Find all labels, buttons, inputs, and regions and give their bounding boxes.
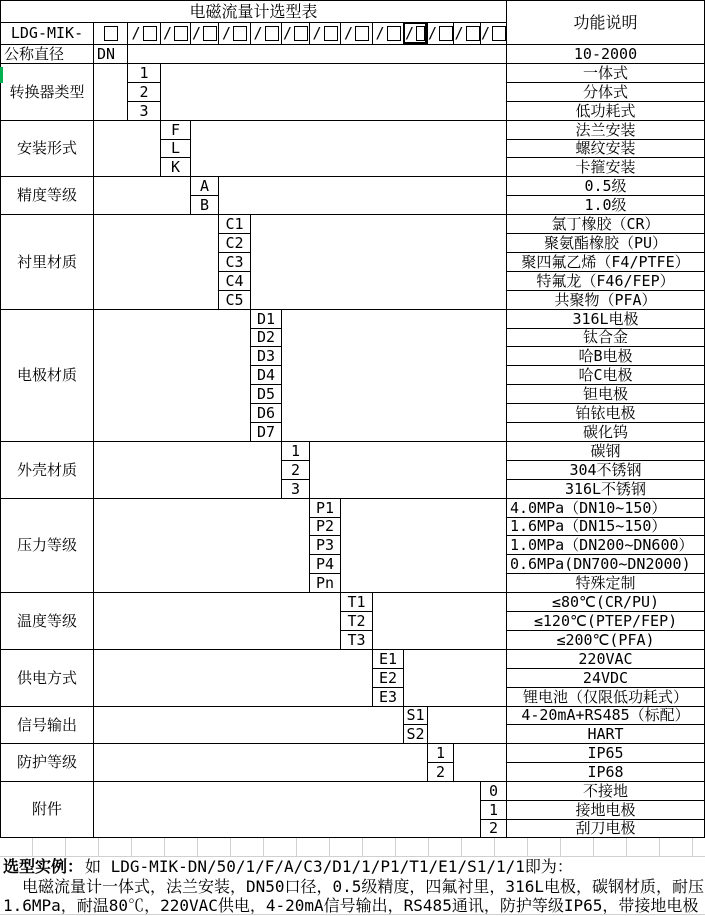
- code-box-icon: [466, 26, 480, 41]
- slash-glyph: /: [343, 24, 354, 42]
- empty-cell: [93, 706, 403, 743]
- example-intro: 如 LDG-MIK-DN/50/1/F/A/C3/D1/1/P1/T1/E1/S1/1/1即为：: [85, 856, 573, 876]
- description-cell: 铂铱电极: [506, 403, 705, 422]
- description-cell: 接地电极: [506, 800, 705, 819]
- description-cell: 304不锈钢: [506, 460, 705, 479]
- description-cell: 10-2000: [506, 44, 705, 63]
- description-cell: 共聚物（PFA）: [506, 290, 705, 309]
- code-slot-cell: [453, 22, 480, 44]
- code-box-icon: [416, 26, 425, 41]
- code-cell: C2: [218, 233, 250, 252]
- code-cell: P1: [309, 498, 340, 517]
- empty-cell: [93, 176, 190, 214]
- code-cell: 1: [127, 63, 160, 82]
- empty-cell: [372, 592, 506, 649]
- code-cell: D4: [250, 365, 281, 384]
- slash-glyph: /: [253, 24, 263, 42]
- code-cell: E2: [372, 668, 403, 687]
- description-cell: 聚氨酯橡胶（PU）: [506, 233, 705, 252]
- slash-glyph: /: [375, 24, 385, 42]
- code-slot-cell: [340, 22, 372, 44]
- code-box-icon: [143, 26, 157, 41]
- code-cell: T3: [340, 630, 372, 649]
- code-box-icon: [203, 26, 217, 41]
- code-cell: T1: [340, 592, 372, 611]
- code-slot-cell: [281, 22, 309, 44]
- description-cell: 一体式: [506, 63, 705, 82]
- empty-cell: [93, 649, 372, 706]
- section-label: 精度等级: [0, 176, 93, 214]
- code-slot-cell: [218, 22, 250, 44]
- section-label: 转换器类型: [0, 63, 93, 120]
- code-cell: E1: [372, 649, 403, 668]
- code-cell: 1: [281, 441, 309, 460]
- code-cell: 3: [281, 479, 309, 498]
- description-cell: 聚四氟乙烯（F4/PTFE）: [506, 252, 705, 271]
- code-cell: DN: [93, 44, 127, 63]
- model-prefix: LDG-MIK-: [0, 22, 93, 44]
- code-slot-cell: [250, 22, 281, 44]
- description-cell: 4.0MPa（DN10~150）: [506, 498, 705, 517]
- empty-cell: [93, 214, 218, 309]
- section-label: 信号输出: [0, 706, 93, 743]
- description-cell: 220VAC: [506, 649, 705, 668]
- code-cell: F: [160, 120, 190, 139]
- slash-glyph: /: [191, 24, 202, 42]
- code-cell: 2: [127, 82, 160, 101]
- section-label: 公称直径: [0, 44, 93, 63]
- description-cell: 卡箍安装: [506, 157, 705, 176]
- description-cell: 氯丁橡胶（CR）: [506, 214, 705, 233]
- slash-glyph: /: [162, 24, 173, 42]
- code-slot-cell-selected: [403, 22, 427, 44]
- code-cell: D7: [250, 422, 281, 441]
- function-column-title: 功能说明: [506, 0, 705, 44]
- empty-cell: [218, 176, 506, 214]
- section-label: 安装形式: [0, 120, 93, 176]
- code-slot-cell: [372, 22, 403, 44]
- code-box-icon: [265, 26, 279, 41]
- description-cell: 24VDC: [506, 668, 705, 687]
- code-cell: E3: [372, 687, 403, 706]
- description-cell: 特氟龙（F46/FEP）: [506, 271, 705, 290]
- section-label: 附件: [0, 781, 93, 838]
- empty-cell: [427, 706, 506, 743]
- slash-glyph: /: [405, 23, 415, 42]
- empty-cell: [93, 592, 340, 649]
- description-cell: 碳钢: [506, 441, 705, 460]
- code-cell: L: [160, 139, 190, 157]
- code-cell: Pn: [309, 573, 340, 592]
- code-cell: C1: [218, 214, 250, 233]
- section-label: 压力等级: [0, 498, 93, 592]
- description-cell: 低功耗式: [506, 101, 705, 120]
- code-cell: 2: [281, 460, 309, 479]
- code-cell: C5: [218, 290, 250, 309]
- empty-cell: [453, 743, 506, 781]
- empty-cell: [160, 63, 506, 120]
- code-cell: P4: [309, 554, 340, 573]
- description-cell: 1.0MPa（DN200~DN600）: [506, 535, 705, 554]
- description-cell: 不接地: [506, 781, 705, 800]
- empty-cell: [309, 441, 506, 498]
- example-line-2: 电磁流量计一体式，法兰安装，DN50口径，0.5级精度，四氟衬里，316L电极，碳钢材质，耐压: [22, 876, 704, 896]
- section-label: 衬里材质: [0, 214, 93, 309]
- slash-glyph: /: [312, 24, 322, 42]
- code-slot-cell: [93, 22, 127, 44]
- empty-cell: [250, 214, 506, 309]
- empty-cell: [93, 63, 127, 120]
- description-cell: IP68: [506, 762, 705, 781]
- description-cell: 哈C电极: [506, 365, 705, 384]
- empty-cell: [93, 781, 480, 838]
- table-title: 电磁流量计选型表: [0, 0, 506, 22]
- code-cell: T2: [340, 611, 372, 630]
- example-label: 选型实例：: [3, 856, 84, 876]
- code-cell: D6: [250, 403, 281, 422]
- description-cell: 分体式: [506, 82, 705, 101]
- empty-cell: [340, 498, 506, 592]
- description-cell: 316L不锈钢: [506, 479, 705, 498]
- code-cell: 3: [127, 101, 160, 120]
- empty-cell: [93, 498, 309, 592]
- code-cell: C3: [218, 252, 250, 271]
- description-cell: ≤120℃(PTEP/FEP): [506, 611, 705, 630]
- code-box-icon: [104, 26, 118, 41]
- code-cell: C4: [218, 271, 250, 290]
- example-line-1: [3, 856, 703, 877]
- code-slot-cell: [427, 22, 453, 44]
- code-cell: D3: [250, 346, 281, 365]
- code-box-icon: [324, 26, 338, 41]
- description-cell: ≤80℃(CR/PU): [506, 592, 705, 611]
- empty-cell: [93, 309, 250, 441]
- description-cell: IP65: [506, 743, 705, 762]
- description-cell: 0.6MPa(DN700~DN2000): [506, 554, 705, 573]
- code-cell: S2: [403, 724, 427, 743]
- description-cell: 0.5级: [506, 176, 705, 195]
- code-box-icon: [492, 26, 506, 41]
- description-cell: 1.0级: [506, 195, 705, 214]
- code-slot-cell: [160, 22, 190, 44]
- code-cell: 2: [480, 819, 506, 838]
- section-label: 电极材质: [0, 309, 93, 441]
- slash-glyph: /: [131, 24, 141, 42]
- code-cell: 0: [480, 781, 506, 800]
- code-cell: 2: [427, 762, 453, 781]
- description-cell: 钛合金: [506, 328, 705, 346]
- section-label: 供电方式: [0, 649, 93, 706]
- code-slot-cell: [127, 22, 160, 44]
- code-box-icon: [355, 26, 369, 41]
- code-box-icon: [233, 26, 247, 41]
- code-box-icon: [174, 26, 188, 41]
- code-cell: D5: [250, 384, 281, 403]
- code-cell: S1: [403, 706, 427, 724]
- description-cell: 1.6MPa（DN15~150）: [506, 517, 705, 535]
- description-cell: 螺纹安装: [506, 139, 705, 157]
- code-box-icon: [439, 26, 453, 41]
- comment-indicator: [0, 67, 3, 83]
- gridline-strip: [0, 838, 705, 857]
- empty-cell: [190, 120, 506, 176]
- slash-glyph: /: [481, 24, 491, 42]
- description-cell: 钽电极: [506, 384, 705, 403]
- description-cell: 锂电池（仅限低功耗式）: [506, 687, 705, 706]
- code-box-icon: [387, 26, 401, 41]
- description-cell: 特殊定制: [506, 573, 705, 592]
- empty-cell: [281, 309, 506, 441]
- code-cell: 1: [480, 800, 506, 819]
- description-cell: ≤200℃(PFA): [506, 630, 705, 649]
- empty-cell: [93, 120, 160, 176]
- description-cell: 哈B电极: [506, 346, 705, 365]
- description-cell: 4-20mA+RS485（标配）: [506, 706, 705, 724]
- code-cell: K: [160, 157, 190, 176]
- code-slot-cell: [190, 22, 218, 44]
- section-label: 温度等级: [0, 592, 93, 649]
- empty-cell: [93, 441, 281, 498]
- slash-glyph: /: [221, 24, 232, 42]
- code-cell: D2: [250, 328, 281, 346]
- code-cell: A: [190, 176, 218, 195]
- description-cell: 法兰安装: [506, 120, 705, 139]
- code-cell: P3: [309, 535, 340, 554]
- empty-cell: [403, 649, 506, 706]
- example-line-3: 1.6MPa，耐温80℃，220VAC供电，4-20mA信号输出，RS485通讯，防护等级IP65，带接地电极: [3, 895, 699, 915]
- code-slot-cell: [480, 22, 506, 44]
- bottom-gridline: [0, 914, 705, 915]
- description-cell: 碳化钨: [506, 422, 705, 441]
- code-slot-cell: [309, 22, 340, 44]
- description-cell: 刮刀电极: [506, 819, 705, 838]
- slash-glyph: /: [428, 24, 438, 42]
- slash-glyph: /: [282, 24, 293, 42]
- empty-cell: [127, 44, 506, 63]
- code-box-icon: [294, 26, 308, 41]
- section-label: 外壳材质: [0, 441, 93, 498]
- code-cell: D1: [250, 309, 281, 328]
- description-cell: 316L电极: [506, 309, 705, 328]
- code-cell: P2: [309, 517, 340, 535]
- slash-glyph: /: [454, 24, 464, 42]
- section-label: 防护等级: [0, 743, 93, 781]
- empty-cell: [93, 743, 427, 781]
- code-cell: B: [190, 195, 218, 214]
- description-cell: HART: [506, 724, 705, 743]
- code-cell: 1: [427, 743, 453, 762]
